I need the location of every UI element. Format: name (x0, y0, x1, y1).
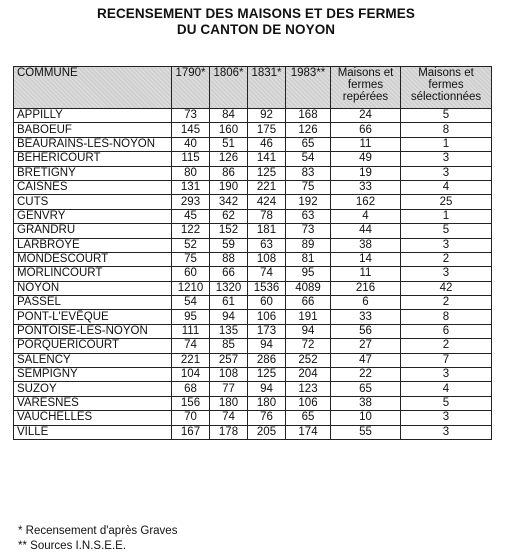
cell-1790: 145 (172, 123, 210, 137)
table-row (14, 425, 492, 439)
header-1983: 1983** (286, 67, 331, 109)
table-row (14, 267, 492, 281)
cell-1831: 60 (248, 296, 286, 310)
cell-1790: 104 (172, 368, 210, 382)
cell-1806: 190 (210, 180, 248, 194)
table-row (14, 195, 492, 209)
cell-commune: BABOEUF (14, 123, 172, 137)
cell-maisons-selectionnees: 3 (401, 166, 492, 180)
table-row (14, 209, 492, 223)
cell-1806: 66 (210, 267, 248, 281)
cell-maisons-reperees: 14 (331, 252, 401, 266)
header-commune: COMMUNE (14, 67, 172, 109)
cell-1831: 94 (248, 382, 286, 396)
cell-1831: 221 (248, 180, 286, 194)
cell-maisons-reperees: 38 (331, 396, 401, 410)
cell-1983: 168 (286, 109, 331, 123)
table-row (14, 281, 492, 295)
cell-maisons-reperees: 216 (331, 281, 401, 295)
cell-1983: 252 (286, 353, 331, 367)
cell-commune: CAISNES (14, 180, 172, 194)
cell-1983: 94 (286, 324, 331, 338)
cell-1790: 40 (172, 137, 210, 151)
cell-maisons-reperees: 33 (331, 180, 401, 194)
table-row (14, 310, 492, 324)
cell-1806: 85 (210, 339, 248, 353)
footnote-graves: * Recensement d'après Graves (18, 525, 178, 537)
cell-1831: 286 (248, 353, 286, 367)
table-row (14, 109, 492, 123)
cell-1983: 65 (286, 137, 331, 151)
cell-maisons-selectionnees: 1 (401, 137, 492, 151)
cell-maisons-selectionnees: 2 (401, 296, 492, 310)
cell-maisons-reperees: 11 (331, 267, 401, 281)
cell-1831: 175 (248, 123, 286, 137)
cell-maisons-reperees: 66 (331, 123, 401, 137)
cell-1806: 61 (210, 296, 248, 310)
cell-1831: 424 (248, 195, 286, 209)
cell-1831: 125 (248, 368, 286, 382)
cell-1983: 66 (286, 296, 331, 310)
cell-1831: 141 (248, 152, 286, 166)
header-1806: 1806* (210, 67, 248, 109)
table-row (14, 324, 492, 338)
cell-1790: 73 (172, 109, 210, 123)
cell-1831: 94 (248, 339, 286, 353)
cell-1983: 106 (286, 396, 331, 410)
table-row (14, 382, 492, 396)
cell-maisons-selectionnees: 3 (401, 411, 492, 425)
cell-1790: 75 (172, 252, 210, 266)
table-row (14, 180, 492, 194)
cell-1806: 1320 (210, 281, 248, 295)
cell-commune: MORLINCOURT (14, 267, 172, 281)
table-row (14, 137, 492, 151)
header-1831: 1831* (248, 67, 286, 109)
cell-commune: SEMPIGNY (14, 368, 172, 382)
cell-1806: 342 (210, 195, 248, 209)
cell-1790: 156 (172, 396, 210, 410)
cell-1790: 70 (172, 411, 210, 425)
cell-maisons-selectionnees: 6 (401, 324, 492, 338)
cell-1806: 152 (210, 224, 248, 238)
cell-1983: 191 (286, 310, 331, 324)
cell-commune: GENVRY (14, 209, 172, 223)
cell-1806: 59 (210, 238, 248, 252)
cell-1806: 257 (210, 353, 248, 367)
cell-1790: 221 (172, 353, 210, 367)
cell-maisons-reperees: 33 (331, 310, 401, 324)
cell-maisons-reperees: 10 (331, 411, 401, 425)
cell-maisons-reperees: 162 (331, 195, 401, 209)
cell-maisons-selectionnees: 5 (401, 396, 492, 410)
cell-1831: 125 (248, 166, 286, 180)
cell-1983: 73 (286, 224, 331, 238)
cell-maisons-reperees: 11 (331, 137, 401, 151)
cell-commune: SUZOY (14, 382, 172, 396)
cell-1790: 293 (172, 195, 210, 209)
cell-maisons-reperees: 4 (331, 209, 401, 223)
cell-1790: 115 (172, 152, 210, 166)
cell-maisons-reperees: 6 (331, 296, 401, 310)
cell-1831: 78 (248, 209, 286, 223)
cell-1831: 106 (248, 310, 286, 324)
cell-1831: 205 (248, 425, 286, 439)
cell-1806: 84 (210, 109, 248, 123)
cell-maisons-reperees: 55 (331, 425, 401, 439)
table-row (14, 238, 492, 252)
cell-1983: 126 (286, 123, 331, 137)
cell-maisons-reperees: 22 (331, 368, 401, 382)
cell-maisons-selectionnees: 42 (401, 281, 492, 295)
table-row (14, 411, 492, 425)
table-body (14, 109, 492, 440)
table-row (14, 396, 492, 410)
cell-1790: 60 (172, 267, 210, 281)
cell-1831: 92 (248, 109, 286, 123)
cell-maisons-selectionnees: 3 (401, 152, 492, 166)
table-row (14, 152, 492, 166)
cell-maisons-selectionnees: 4 (401, 180, 492, 194)
cell-maisons-selectionnees: 5 (401, 224, 492, 238)
cell-commune: SALENCY (14, 353, 172, 367)
cell-maisons-selectionnees: 2 (401, 339, 492, 353)
cell-maisons-selectionnees: 4 (401, 382, 492, 396)
cell-1983: 174 (286, 425, 331, 439)
table-header-row (14, 67, 492, 109)
cell-commune: VAUCHELLES (14, 411, 172, 425)
cell-1983: 204 (286, 368, 331, 382)
cell-commune: PONTOISE-LES-NOYON (14, 324, 172, 338)
census-table (13, 66, 492, 440)
cell-1831: 46 (248, 137, 286, 151)
table-row (14, 339, 492, 353)
cell-1806: 178 (210, 425, 248, 439)
table-row (14, 368, 492, 382)
cell-1983: 83 (286, 166, 331, 180)
table-row (14, 252, 492, 266)
table-row (14, 166, 492, 180)
cell-1831: 74 (248, 267, 286, 281)
cell-1983: 81 (286, 252, 331, 266)
cell-1806: 135 (210, 324, 248, 338)
cell-1806: 51 (210, 137, 248, 151)
cell-maisons-selectionnees: 5 (401, 109, 492, 123)
cell-1806: 88 (210, 252, 248, 266)
cell-maisons-reperees: 27 (331, 339, 401, 353)
cell-maisons-reperees: 24 (331, 109, 401, 123)
cell-maisons-selectionnees: 3 (401, 425, 492, 439)
cell-1831: 180 (248, 396, 286, 410)
cell-maisons-reperees: 47 (331, 353, 401, 367)
cell-maisons-selectionnees: 1 (401, 209, 492, 223)
cell-1983: 75 (286, 180, 331, 194)
cell-1790: 74 (172, 339, 210, 353)
cell-1790: 131 (172, 180, 210, 194)
document-title-line-1: RECENSEMENT DES MAISONS ET DES FERMES (97, 6, 415, 21)
cell-maisons-selectionnees: 8 (401, 310, 492, 324)
cell-1983: 63 (286, 209, 331, 223)
cell-1790: 111 (172, 324, 210, 338)
table-row (14, 224, 492, 238)
cell-maisons-reperees: 44 (331, 224, 401, 238)
table-row (14, 123, 492, 137)
cell-commune: GRANDRÜ (14, 224, 172, 238)
cell-commune: APPILLY (14, 109, 172, 123)
cell-commune: LARBROYE (14, 238, 172, 252)
cell-commune: VILLE (14, 425, 172, 439)
cell-1983: 123 (286, 382, 331, 396)
cell-1806: 86 (210, 166, 248, 180)
cell-1831: 173 (248, 324, 286, 338)
cell-commune: BRETIGNY (14, 166, 172, 180)
cell-maisons-reperees: 38 (331, 238, 401, 252)
cell-1806: 77 (210, 382, 248, 396)
cell-1983: 95 (286, 267, 331, 281)
cell-1790: 1210 (172, 281, 210, 295)
cell-1983: 192 (286, 195, 331, 209)
cell-maisons-selectionnees: 2 (401, 252, 492, 266)
cell-maisons-selectionnees: 7 (401, 353, 492, 367)
cell-commune: NOYON (14, 281, 172, 295)
cell-1831: 1536 (248, 281, 286, 295)
cell-commune: BEAURAINS-LES-NOYON (14, 137, 172, 151)
cell-commune: CUTS (14, 195, 172, 209)
cell-1831: 76 (248, 411, 286, 425)
cell-1790: 45 (172, 209, 210, 223)
cell-commune: MONDESCOURT (14, 252, 172, 266)
cell-1983: 65 (286, 411, 331, 425)
cell-1806: 94 (210, 310, 248, 324)
cell-commune: VARESNES (14, 396, 172, 410)
cell-1790: 68 (172, 382, 210, 396)
cell-1806: 62 (210, 209, 248, 223)
cell-maisons-selectionnees: 8 (401, 123, 492, 137)
cell-maisons-selectionnees: 3 (401, 267, 492, 281)
header-1790: 1790* (172, 67, 210, 109)
cell-commune: PORQUERICOURT (14, 339, 172, 353)
header-maisons-selectionnees: Maisons et fermes sélectionnées (401, 67, 492, 109)
table-row (14, 296, 492, 310)
cell-commune: PASSEL (14, 296, 172, 310)
cell-1790: 54 (172, 296, 210, 310)
cell-maisons-reperees: 65 (331, 382, 401, 396)
cell-maisons-reperees: 19 (331, 166, 401, 180)
cell-1806: 74 (210, 411, 248, 425)
cell-1831: 63 (248, 238, 286, 252)
header-maisons-reperees: Maisons et fermes repérées (331, 67, 401, 109)
cell-1806: 126 (210, 152, 248, 166)
cell-commune: PONT-L'EVÊQUE (14, 310, 172, 324)
document-title-line-2: DU CANTON DE NOYON (176, 22, 336, 37)
cell-maisons-reperees: 56 (331, 324, 401, 338)
cell-maisons-reperees: 49 (331, 152, 401, 166)
cell-maisons-selectionnees: 3 (401, 368, 492, 382)
cell-maisons-selectionnees: 25 (401, 195, 492, 209)
cell-1806: 108 (210, 368, 248, 382)
cell-1983: 54 (286, 152, 331, 166)
cell-1983: 4089 (286, 281, 331, 295)
cell-1790: 167 (172, 425, 210, 439)
cell-1790: 122 (172, 224, 210, 238)
cell-1790: 95 (172, 310, 210, 324)
cell-1790: 52 (172, 238, 210, 252)
footnote-insee: ** Sources I.N.S.E.E. (18, 540, 127, 552)
cell-commune: BEHERICOURT (14, 152, 172, 166)
cell-1806: 160 (210, 123, 248, 137)
cell-1983: 72 (286, 339, 331, 353)
cell-1790: 80 (172, 166, 210, 180)
cell-1983: 89 (286, 238, 331, 252)
table-row (14, 353, 492, 367)
cell-1806: 180 (210, 396, 248, 410)
cell-1831: 181 (248, 224, 286, 238)
cell-1831: 108 (248, 252, 286, 266)
cell-maisons-selectionnees: 3 (401, 238, 492, 252)
